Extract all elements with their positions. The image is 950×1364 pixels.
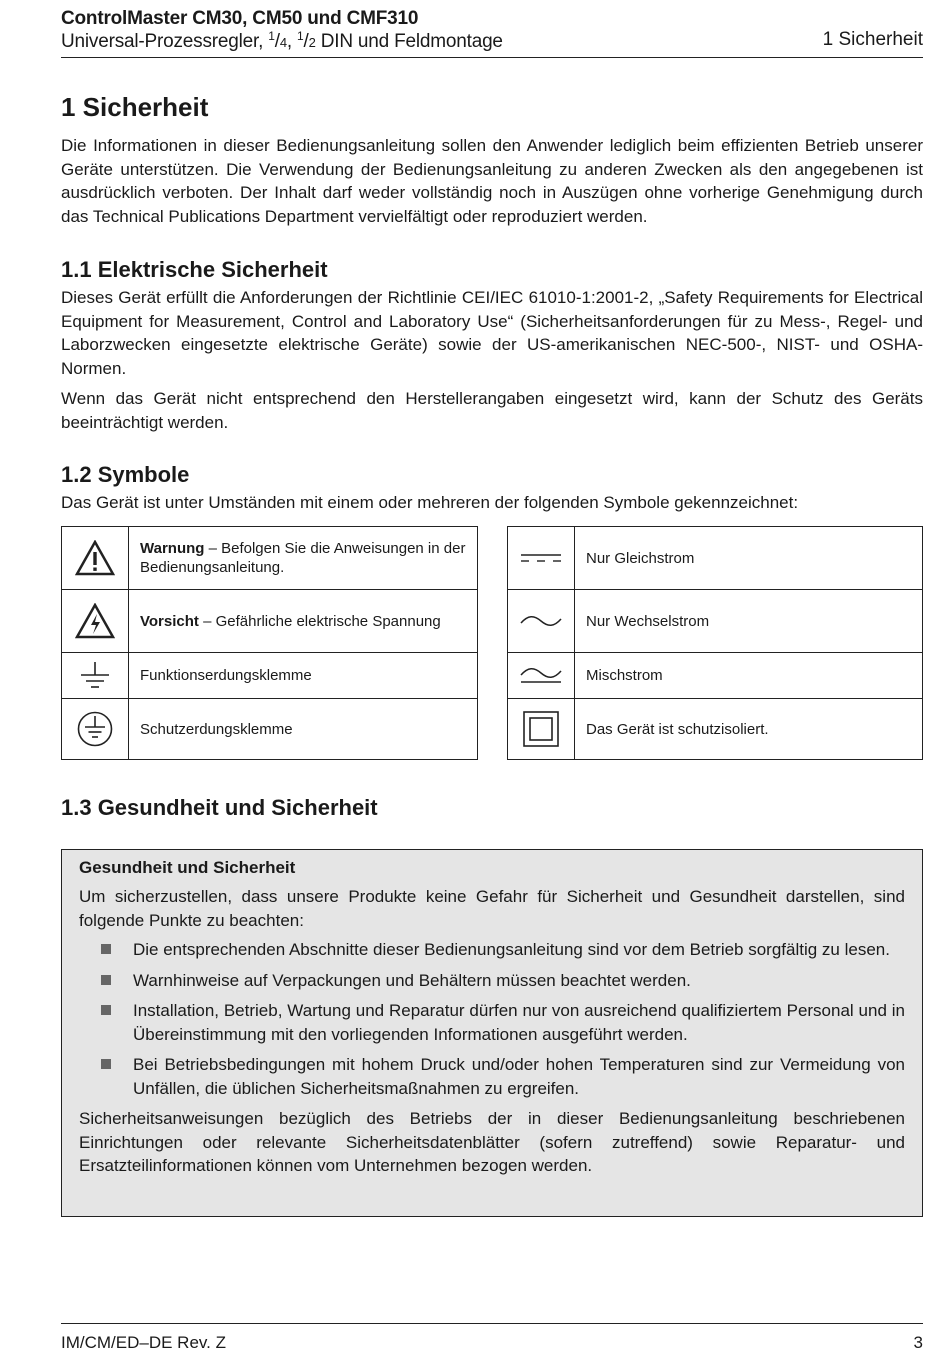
symbol-description: Mischstrom bbox=[575, 653, 923, 699]
symbol-row bbox=[62, 590, 478, 653]
health-safety-intro: Um sicherzustellen, dass unsere Produkte keine Gefahr für Sicherheit und Gesundheit darstellen, sind folgende Punkte zu beachten: bbox=[79, 887, 905, 930]
square-bullet-icon bbox=[101, 1059, 111, 1069]
header-subtitle-suffix: DIN und Feldmontage bbox=[315, 31, 503, 52]
list-item bbox=[79, 999, 905, 1046]
list-item-text: Bei Betriebsbedingungen mit hohem Druck und/oder hohen Temperaturen sind zur Vermeidung von Unfällen, die üblichen Sicherheitsmaßnahmen zu ergreifen. bbox=[133, 1055, 905, 1098]
symbol-text: – Gefährliche elektrische Spannung bbox=[198, 612, 441, 630]
symbol-row bbox=[508, 653, 923, 699]
page-number: 3 bbox=[913, 1333, 923, 1352]
fraction-2-numerator: 1 bbox=[297, 29, 304, 43]
symbol-keyword: Vorsicht bbox=[140, 612, 199, 630]
health-safety-outro: Sicherheitsanweisungen bezüglich des Betriebs der in dieser Bedienungsanleitung beschriebenen Einrichtungen oder relevante Sicherheitsdatenblätter (sofern zutreffend) sowie Reparatur- und Ersatzteilinformationen können vom Unternehmen bezogen werden. bbox=[79, 1109, 905, 1175]
fraction-2-denominator: 2 bbox=[308, 35, 316, 50]
fraction-separator: , bbox=[286, 31, 298, 52]
list-item bbox=[79, 1053, 905, 1100]
double-insulation-icon bbox=[508, 699, 575, 760]
section-1-1-text-1: Dieses Gerät erfüllt die Anforderungen der Richtlinie CEI/IEC 61010-1:2001-2, „Safety Requirements for Electrical Equipment for Measurement, Control and Laboratory Use“ (Sicherheitsanforderungen für zu Mess-, Regel- und Laborzwecken eingesetzte elektrische Geräte) sowie der US-amerikanischen NEC-500-, NIST- und OSHA-Normen. bbox=[61, 288, 923, 378]
header-section: 1 Sicherheit bbox=[822, 29, 923, 50]
symbol-row bbox=[508, 590, 923, 653]
symbols-table-left bbox=[61, 526, 478, 760]
symbol-description: Nur Gleichstrom bbox=[575, 527, 923, 590]
square-bullet-icon bbox=[101, 1005, 111, 1015]
list-item-text: Installation, Betrieb, Wartung und Reparatur dürfen nur von ausreichend qualifiziertem Personal und in Übereinstimmung mit den vorliegenden Informationen ausgeführt werden. bbox=[133, 1001, 905, 1044]
symbol-row bbox=[62, 527, 478, 590]
footer-doc-id: IM/CM/ED–DE Rev. Z bbox=[61, 1333, 226, 1352]
header-divider bbox=[61, 57, 923, 58]
direct-current-icon bbox=[508, 527, 575, 590]
section-1-2-heading: 1.2 Symbole bbox=[61, 462, 190, 487]
symbol-text: – Befolgen Sie die Anweisungen in der Bedienungsanleitung. bbox=[140, 540, 466, 576]
list-item bbox=[79, 969, 905, 993]
symbol-row bbox=[62, 653, 478, 699]
health-safety-content bbox=[79, 857, 905, 1178]
symbols-table-right bbox=[507, 526, 923, 760]
fraction-1-numerator: 1 bbox=[268, 29, 275, 43]
functional-earth-icon bbox=[62, 653, 129, 699]
header-title: ControlMaster CM30, CM50 und CMF310 bbox=[61, 8, 419, 29]
section-1-1-heading: 1.1 Elektrische Sicherheit bbox=[61, 257, 328, 282]
alternating-current-icon bbox=[508, 590, 575, 653]
square-bullet-icon bbox=[101, 944, 111, 954]
symbol-row bbox=[508, 527, 923, 590]
symbol-row bbox=[508, 699, 923, 760]
document-page bbox=[61, 6, 923, 1356]
symbol-description bbox=[129, 527, 478, 590]
high-voltage-icon bbox=[62, 590, 129, 653]
mixed-current-icon bbox=[508, 653, 575, 699]
symbol-keyword: Warnung bbox=[140, 540, 205, 557]
symbol-description: Schutzerdungsklemme bbox=[129, 699, 478, 760]
section-1-heading: 1 Sicherheit bbox=[61, 92, 209, 122]
symbol-row bbox=[62, 699, 478, 760]
section-1-3-heading: 1.3 Gesundheit und Sicherheit bbox=[61, 795, 378, 820]
square-bullet-icon bbox=[101, 975, 111, 985]
symbol-description bbox=[129, 590, 478, 653]
section-1-1-text-2: Wenn das Gerät nicht entsprechend den Herstellerangaben eingesetzt wird, kann der Schutz des Geräts beeinträchtigt werden. bbox=[61, 389, 923, 432]
header-subtitle-prefix: Universal-Prozessregler, bbox=[61, 31, 269, 52]
warning-triangle-icon bbox=[62, 527, 129, 590]
health-safety-title: Gesundheit und Sicherheit bbox=[79, 858, 296, 877]
section-1-text: Die Informationen in dieser Bedienungsanleitung sollen den Anwender lediglich beim effizienten Betrieb unserer Geräte unterstützen. Die Verwendung der Bedienungsanleitung zu anderen Zwecken als den angegebenen ist ausdrücklich verboten. Der Inhalt darf weder vollständig noch in Auszügen ohne vorherige Genehmigung durch das Technical Publications Department vervielfältigt oder reproduziert werden. bbox=[61, 136, 923, 226]
health-safety-list bbox=[79, 938, 905, 1100]
fraction-1-denominator: 4 bbox=[279, 35, 287, 50]
list-item-text: Die entsprechenden Abschnitte dieser Bedienungsanleitung sind vor dem Betrieb sorgfältig zu lesen. bbox=[133, 940, 890, 959]
protective-earth-icon bbox=[62, 699, 129, 760]
health-safety-box bbox=[61, 849, 923, 1217]
symbol-description: Nur Wechselstrom bbox=[575, 590, 923, 653]
symbol-description: Funktionserdungsklemme bbox=[129, 653, 478, 699]
list-item-text: Warnhinweise auf Verpackungen und Behältern müssen beachtet werden. bbox=[133, 970, 691, 990]
footer-divider bbox=[61, 1323, 923, 1324]
section-1-2-intro: Das Gerät ist unter Umständen mit einem oder mehreren der folgenden Symbole gekennzeichnet: bbox=[61, 493, 799, 512]
header-subtitle: Universal-Prozessregler, $^1$/4, $^1$/2 DIN und Feldmontage bbox=[61, 29, 503, 52]
symbol-description: Das Gerät ist schutzisoliert. bbox=[575, 699, 923, 760]
list-item bbox=[79, 938, 905, 962]
